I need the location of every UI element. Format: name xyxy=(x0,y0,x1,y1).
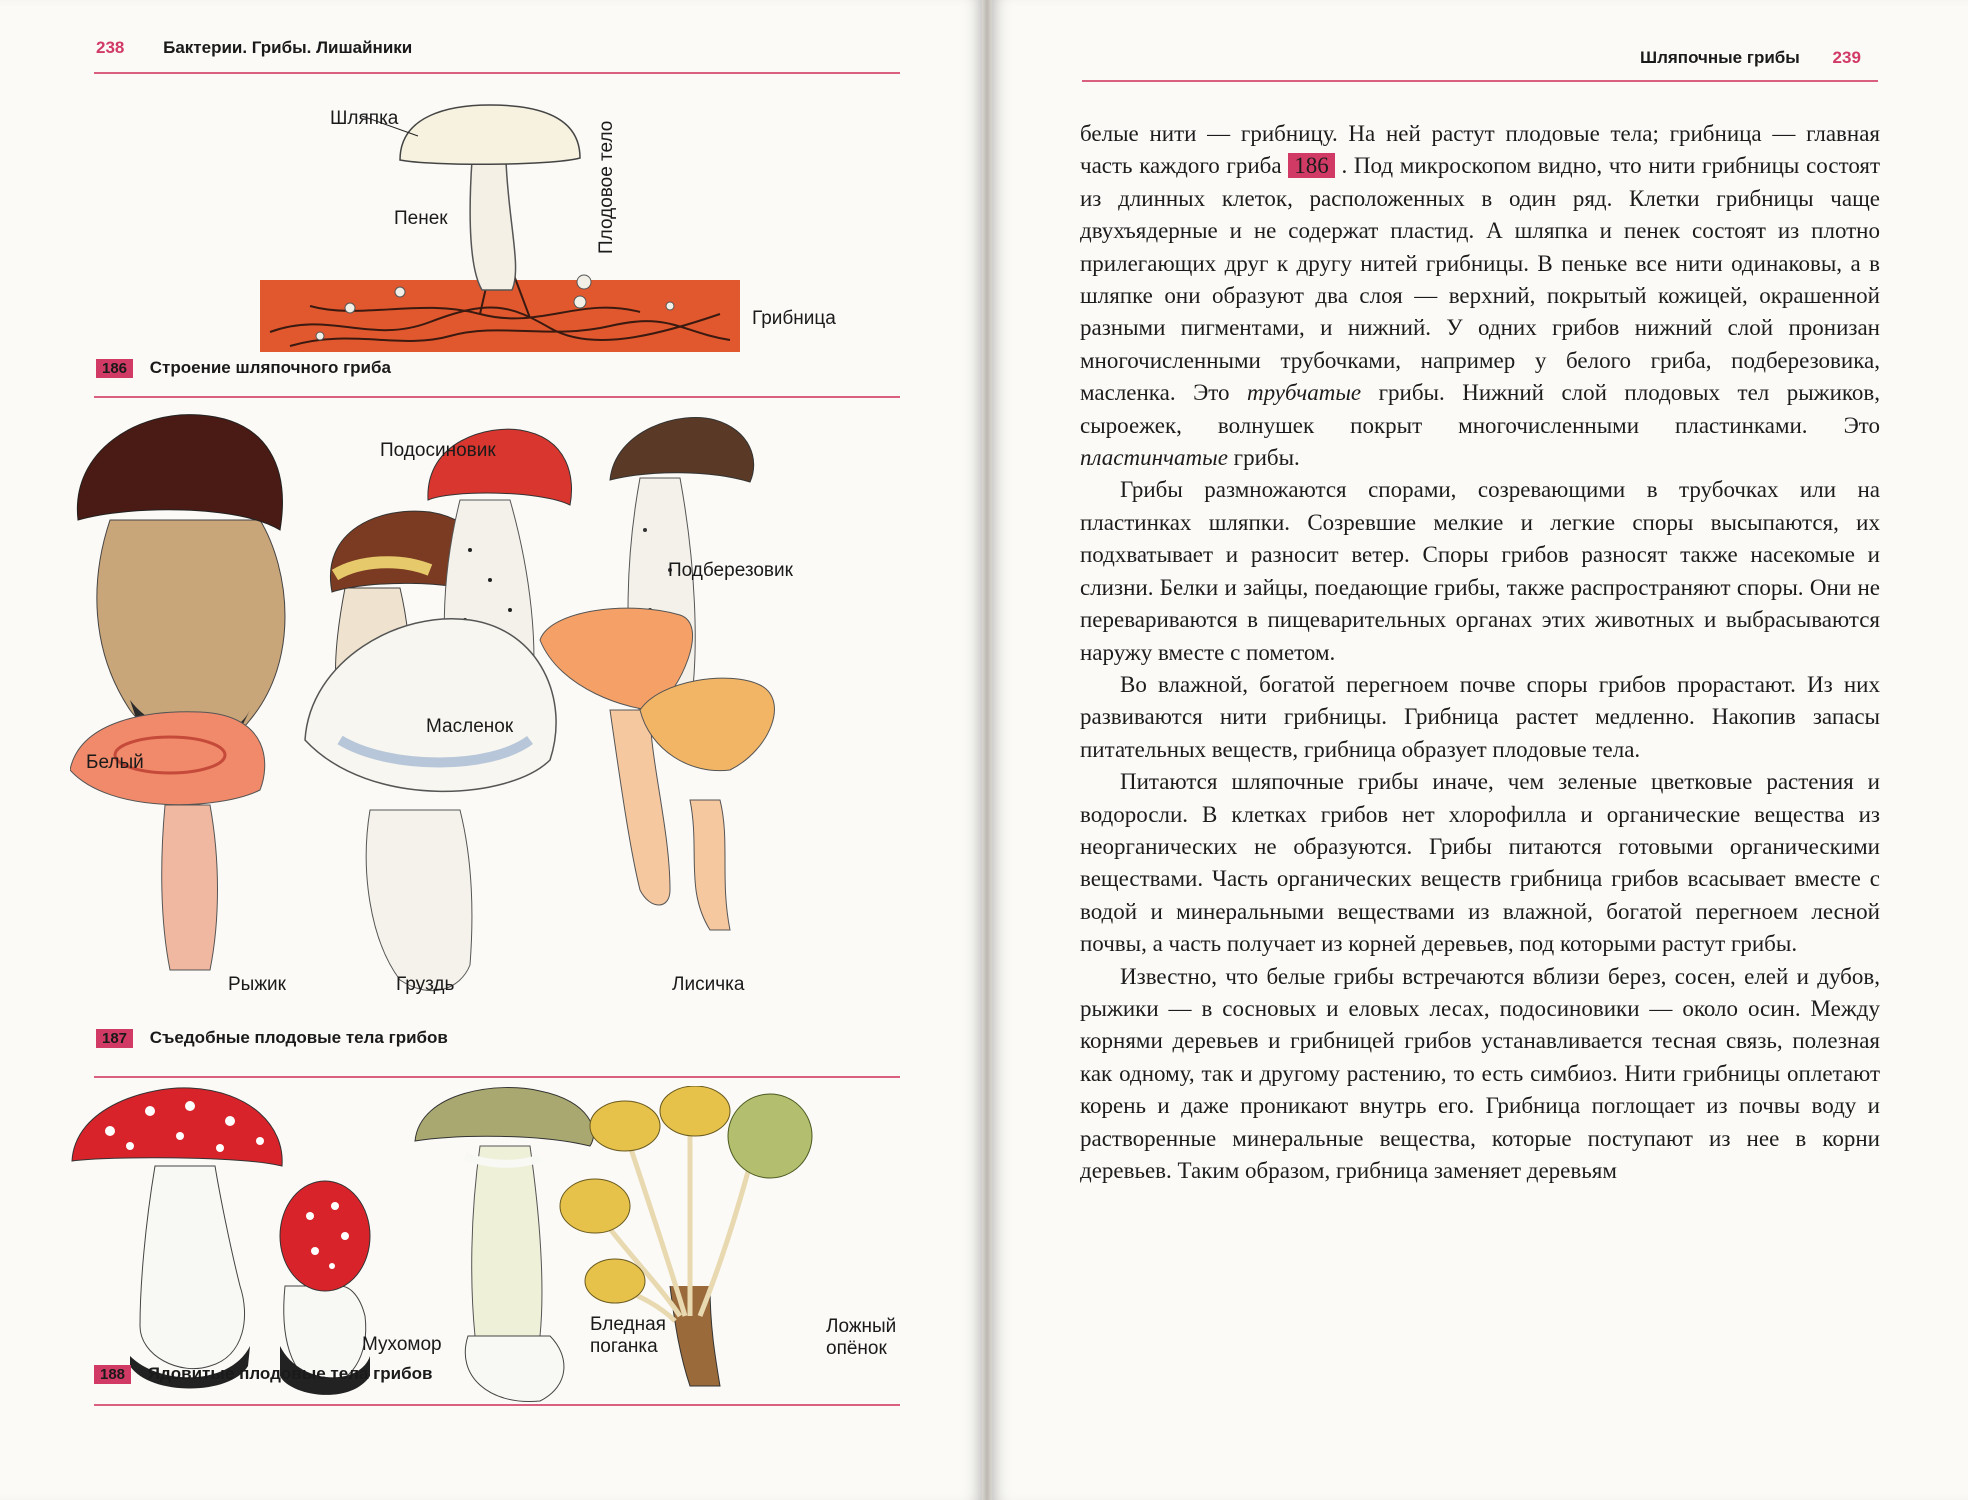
fig186-rule xyxy=(94,396,900,398)
fig188-rule xyxy=(94,1404,900,1406)
label-openok-2: опёнок xyxy=(826,1338,887,1359)
label-maslenok: Масленок xyxy=(426,716,514,737)
right-body-text xyxy=(1080,118,1880,1187)
milk-mushroom xyxy=(305,619,556,991)
label-gruzd: Груздь xyxy=(396,974,455,995)
label-fruit-body: Плодовое тело xyxy=(596,120,617,254)
p1-text-b: . Под микроскопом видно, что нити грибницы состоят из длинных клеток, расположенных в один ряд. Клетки грибницы чаще двухъядерные и не содержат пластид. А шляпка и пенек состоят из плотно прилегающих друг к другу нитей грибницы. В пеньке все нити одинаковы, а в шляпке они образуют два слоя — верхний, покрытый кожицей, окрашенной разными пигментами, и нижний. У одних грибов нижний слой пронизан многочисленными трубочками, например у белого гриба, подберезовика, масленка. Это xyxy=(1080,153,1881,406)
fig187-badge: 187 xyxy=(96,1029,133,1048)
label-openok-1: Ложный xyxy=(826,1316,897,1337)
soil-layer xyxy=(260,280,740,352)
right-running-title: Шляпочные грибы xyxy=(1640,48,1800,67)
label-belyi: Белый xyxy=(86,752,144,773)
label-ryzhik: Рыжик xyxy=(228,974,286,995)
label-poganka-2: поганка xyxy=(590,1336,658,1357)
paragraph-5: Известно, что белые грибы встречаются вблизи берез, сосен, елей и дубов, рыжики — в сосновых и еловых лесах, подосиновики — около осин. Между корнями деревьев и грибницей грибов устанавливается тесная связь, полезная как одному, так и другому растению, то есть симбиоз. Нити грибницы оплетают корень и даже проникают внутрь его. Грибница поглощает из почвы воду и растворенные минеральные вещества, которые поступают из нее в корни деревьев. Таким образом, грибница заменяет деревьям xyxy=(1080,963,1880,1183)
label-cap: Шляпка xyxy=(330,108,399,129)
cap-shape xyxy=(400,105,580,164)
paragraph-3: Во влажной, богатой перегноем почве споры грибов прорастают. Из них развиваются нити грибницы. Грибница растет медленно. Накопив запасы питательных веществ, грибница образует плодовые тела. xyxy=(1080,671,1880,762)
fig187-rule xyxy=(94,1076,900,1078)
fig187-caption-text: Съедобные плодовые тела грибов xyxy=(149,1028,448,1047)
fig-ref-badge: 186 xyxy=(1288,153,1335,178)
fig187-caption xyxy=(96,1028,448,1048)
label-podosinovik: Подосиновик xyxy=(380,440,496,461)
paragraph-4: Питаются шляпочные грибы иначе, чем зеленые цветковые растения и водоросли. В клетках грибов нет хлорофилла и органические вещества из неорганических не образуются. Грибы питаются готовыми органическими веществами. Часть органических веществ грибница грибов всасывает вместе с водой и минеральными веществами из влажной, богатой перегноем лесной почвы, а часть получает из корней деревьев, под которыми растут грибы. xyxy=(1080,769,1880,957)
paragraph-1 xyxy=(1080,118,1880,474)
mushroom-structure-illustration xyxy=(250,100,750,360)
chanterelle xyxy=(540,608,774,930)
term-lamellar: пластинчатые xyxy=(1080,445,1228,471)
p1-text-d: грибы. xyxy=(1227,445,1300,471)
label-stem: Пенек xyxy=(394,208,448,229)
right-running-head xyxy=(1640,48,1861,68)
p1-text-a: белые нити — грибницу. На ней растут плодовые тела; грибница — главная часть каждого гриба xyxy=(1080,121,1880,179)
paragraph-2: Грибы размножаются спорами, созревающими в трубочках или на пластинках шляпки. Созревшие мелкие и легкие споры высыпаются, их подхватывает и разносит ветер. Споры грибов разносят также насекомые и слизни. Белки и зайцы, поедающие грибы, также распространяют споры. Они не перевариваются в пищеварительных органах этих животных и выбрасываются наружу вместе с пометом. xyxy=(1080,477,1880,665)
saffron-milk-cap xyxy=(70,712,265,970)
left-page xyxy=(0,0,982,1500)
fig188-caption-text: Ядовитые плодовые тела грибов xyxy=(147,1364,433,1383)
fig186-caption xyxy=(96,358,391,378)
label-mycelium: Грибница xyxy=(752,308,836,329)
header-rule xyxy=(94,72,900,74)
stem-shape xyxy=(470,160,515,290)
label-poganka-1: Бледная xyxy=(590,1314,666,1335)
fly-agaric-small xyxy=(280,1181,370,1395)
death-cap xyxy=(415,1088,593,1402)
edible-mushrooms-illustration xyxy=(70,410,930,1020)
book-gutter xyxy=(982,0,992,1500)
term-tubular: трубчатые xyxy=(1246,380,1362,406)
fig186-badge: 186 xyxy=(96,359,133,378)
left-page-number: 238 xyxy=(96,38,125,57)
left-running-title: Бактерии. Грибы. Лишайники xyxy=(163,38,413,57)
p1-text-c: грибы. Нижний слой плодовых тел рыжиков, сыроежек, волнушек покрыт многочисленными пластинками. Это xyxy=(1080,380,1880,438)
fly-agaric-large xyxy=(72,1088,282,1389)
label-podberezovik: Подберезовик xyxy=(668,560,793,581)
fig188-caption xyxy=(94,1364,432,1384)
right-header-rule xyxy=(1082,80,1878,82)
fig188-badge: 188 xyxy=(94,1365,131,1384)
label-mukhomor: Мухомор xyxy=(362,1334,442,1355)
right-page-number: 239 xyxy=(1832,48,1861,67)
left-running-head xyxy=(96,38,412,58)
fig186-caption-text: Строение шляпочного гриба xyxy=(149,358,391,377)
porcini-mushroom xyxy=(77,415,285,753)
label-lisichka: Лисичка xyxy=(672,974,745,995)
